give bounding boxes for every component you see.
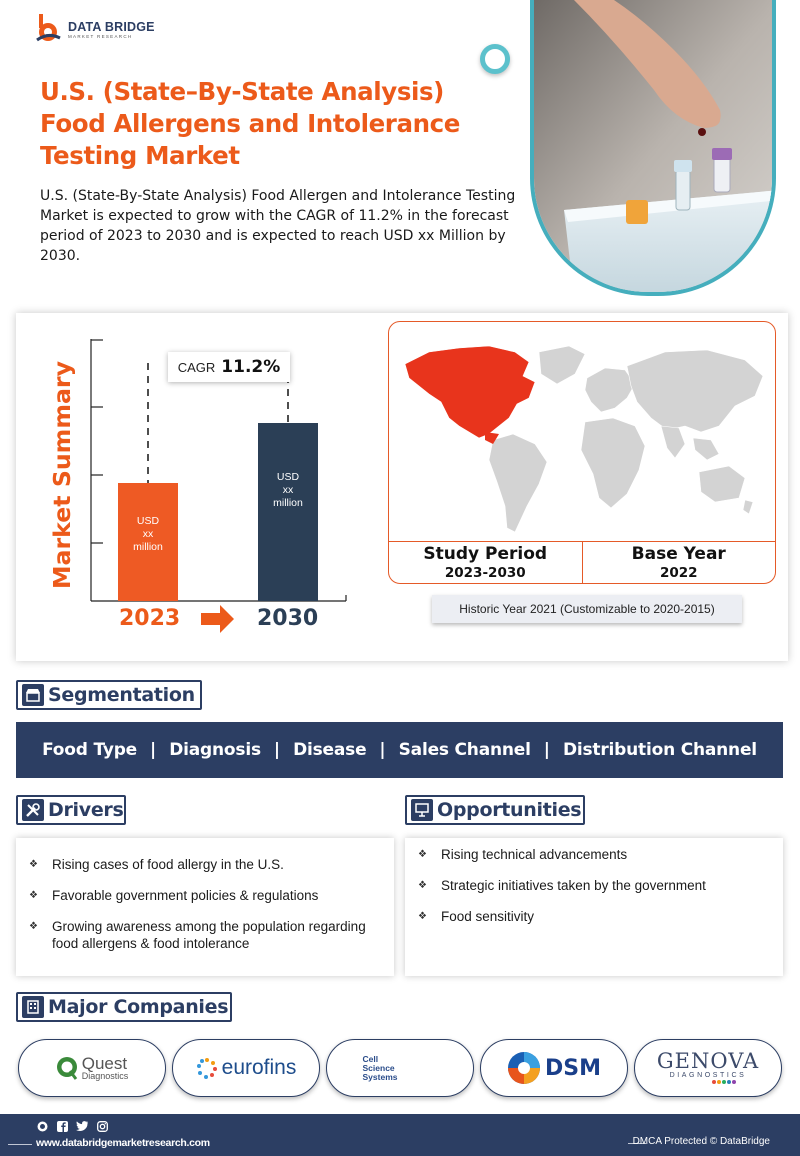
company-cell-science-systems[interactable] — [326, 1039, 474, 1097]
segmentation-heading — [16, 680, 202, 710]
study-period-value: 2023-2030 — [444, 565, 526, 581]
social-links — [36, 1120, 108, 1132]
genova-name: GENOVA — [656, 1049, 760, 1073]
segment-food-type: Food Type — [42, 740, 138, 760]
segment-separator: | — [543, 740, 550, 760]
base-year-value: 2022 — [659, 565, 698, 581]
css-name-line: Systems — [362, 1071, 398, 1082]
driver-item: ❖ Growing awareness among the population regarding food allergens & food intolerance — [16, 918, 394, 952]
bar-label-line: USD — [136, 515, 160, 527]
drivers-list — [16, 838, 394, 976]
year-2030-label: 2030 — [257, 606, 319, 631]
tools-icon — [22, 799, 44, 821]
opportunity-item: ❖ Rising technical advancements — [405, 846, 783, 863]
segment-distribution-channel: Distribution Channel — [562, 740, 757, 760]
driver-item: ❖ Favorable government policies & regulations — [16, 887, 394, 904]
world-map-icon — [389, 322, 775, 541]
twitter-icon[interactable] — [76, 1120, 88, 1132]
segment-separator: | — [150, 740, 157, 760]
brand-tagline: MARKET RESEARCH — [68, 33, 133, 39]
eurofins-logo-icon — [196, 1057, 218, 1079]
cagr-badge — [168, 352, 290, 382]
quest-name: Quest — [81, 1054, 128, 1073]
period-row — [389, 541, 775, 584]
bar-label-line: xx — [282, 484, 294, 496]
title-line: Testing Market — [40, 141, 240, 170]
drivers-heading — [16, 795, 126, 825]
brand-name: DATA BRIDGE — [68, 19, 155, 34]
eurofins-name: eurofins — [221, 1056, 297, 1079]
year-2023-label: 2023 — [119, 606, 181, 631]
bar-label-line: million — [133, 541, 163, 553]
dsm-logo-icon — [507, 1050, 541, 1086]
segmentation-heading-text: Segmentation — [48, 684, 195, 706]
north-america-region — [405, 346, 535, 438]
dsm-name: DSM — [545, 1055, 601, 1081]
company-quest-diagnostics[interactable] — [18, 1039, 166, 1097]
major-companies-heading — [16, 992, 232, 1022]
drivers-heading-text: Drivers — [48, 799, 124, 821]
region-map — [388, 321, 776, 584]
segment-separator: | — [273, 740, 281, 760]
study-period — [389, 542, 582, 584]
css-name-line: Science — [362, 1062, 395, 1073]
opportunity-item: ❖ Strategic initiatives taken by the government — [405, 877, 783, 894]
cagr-value: 11.2% — [221, 357, 281, 377]
opportunities-heading-text: Opportunities — [437, 799, 582, 821]
historic-year-badge: Historic Year 2021 (Customizable to 2020-2015) — [432, 595, 742, 623]
whatsapp-icon[interactable] — [36, 1120, 48, 1132]
market-description: U.S. (State-By-State Analysis) Food Allergen and Intolerance Testing Market is expected to grow with the CAGR of 11.2% in the forecast period of 2023 to 2030 and is expected to reach USD xx Million by 2030. — [40, 188, 516, 264]
title-line: Food Allergens and Intolerance — [40, 109, 460, 138]
page-title — [40, 76, 510, 172]
bar-label-line: xx — [142, 528, 154, 540]
css-name-line: Cell — [362, 1053, 379, 1064]
bar-2023-label — [118, 515, 178, 554]
facebook-icon[interactable] — [56, 1120, 68, 1132]
opportunities-list — [405, 838, 783, 976]
genova-dots-icon — [678, 1079, 738, 1085]
opportunity-item: ❖ Food sensitivity — [405, 908, 783, 925]
segment-separator: | — [379, 740, 386, 760]
presentation-icon — [411, 799, 433, 821]
study-period-title: Study Period — [423, 544, 548, 564]
base-year-title: Base Year — [631, 544, 726, 564]
website-link[interactable]: www.databridgemarketresearch.com — [36, 1137, 210, 1149]
brand-logo[interactable] — [36, 14, 155, 44]
quest-sub: Diagnostics — [81, 1071, 129, 1081]
footer-divider — [8, 1144, 32, 1145]
opportunities-heading — [405, 795, 585, 825]
segment-disease: Disease — [293, 740, 367, 760]
footer — [0, 1114, 800, 1156]
market-summary-label — [40, 357, 78, 607]
building-icon — [22, 996, 44, 1018]
bar-2030 — [258, 423, 318, 601]
major-companies-heading-text: Major Companies — [48, 996, 229, 1018]
company-eurofins[interactable] — [172, 1039, 320, 1097]
market-summary-card — [16, 313, 788, 661]
store-icon — [22, 684, 44, 706]
market-summary-text: Market Summary — [50, 367, 76, 589]
arrow-right-icon — [201, 605, 234, 633]
quest-logo-icon — [56, 1055, 78, 1081]
decorative-ring — [480, 44, 510, 74]
genova-sub: DIAGNOSTICS — [669, 1072, 747, 1079]
driver-item: ❖ Rising cases of food allergy in the U.S. — [16, 856, 394, 873]
title-line: U.S. (State–By-State Analysis) — [40, 77, 444, 106]
segment-diagnosis: Diagnosis — [169, 740, 261, 760]
base-year — [582, 542, 776, 584]
cagr-label: CAGR — [177, 359, 216, 375]
bar-label-line: million — [273, 497, 303, 509]
instagram-icon[interactable] — [96, 1120, 108, 1132]
company-genova-diagnostics[interactable] — [634, 1039, 782, 1097]
segment-sales-channel: Sales Channel — [398, 740, 531, 760]
segmentation-bar — [16, 722, 783, 778]
bar-2030-label — [258, 471, 318, 510]
hero-image — [530, 0, 776, 296]
dmca-notice: DMCA Protected © DataBridge — [632, 1136, 770, 1147]
bar-label-line: USD — [276, 471, 300, 483]
brand-logo-icon — [36, 14, 62, 44]
company-dsm[interactable] — [480, 1039, 628, 1097]
